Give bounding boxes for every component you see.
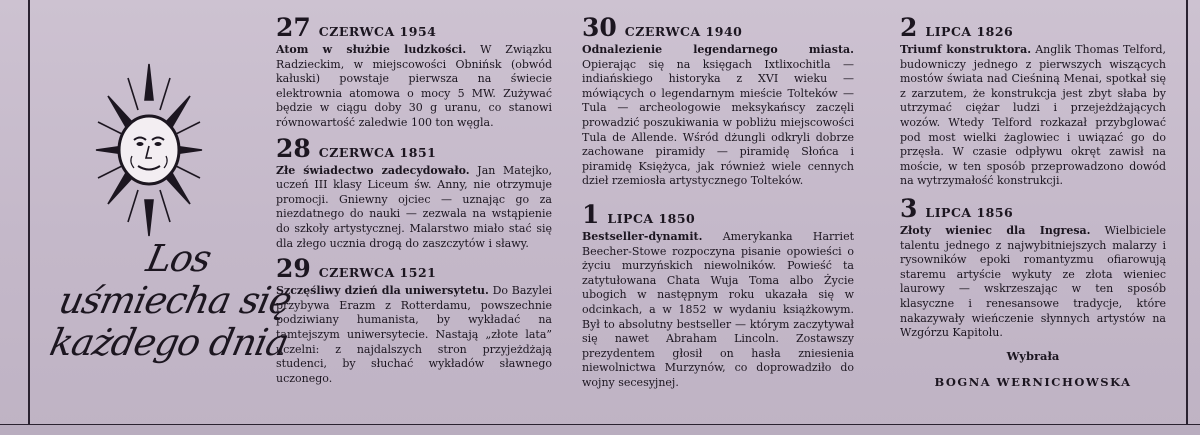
entry-month: CZERWCA 1521	[318, 265, 437, 281]
entry-28-june	[276, 133, 552, 252]
signature-label: Wybrała	[1006, 348, 1060, 363]
entry-body: W Związku Radzieckim, w miejscowości Obnińsk (obwód kałuski) powstaje pierwsza na świecie elektrownia atomowa o mocy 5 MW. Zużywać będzie w ciągu doby 30 g uranu, co stanowi równowartość zaledwie 100 ton węgla.	[276, 43, 552, 129]
entry-date	[900, 193, 1166, 223]
entry-month: CZERWCA 1851	[318, 144, 437, 160]
signature	[900, 349, 1166, 390]
entry-date	[276, 133, 552, 163]
entry-body: Jan Matejko, uczeń III klasy Liceum św. Anny, nie otrzymuje promocji. Gniewny ojciec — uznając go za niezdatnego do nauki — zezwala na wstąpienie do szkoły artystycznej. Malarstwo miało stać się dla złego ucznia drogą do zaszczytów i sławy.	[276, 163, 552, 250]
title-line: każdego dnia	[46, 321, 293, 364]
entry-day: 1	[582, 199, 600, 229]
entry-lead: Atom w służbie ludzkości.	[276, 43, 467, 56]
entry-lead: Złoty wieniec dla Ingresa.	[900, 223, 1091, 237]
text-column-1	[276, 13, 552, 392]
entry-month: LIPCA 1856	[925, 204, 1014, 220]
entry-27-june	[276, 13, 552, 131]
entry-date	[582, 13, 854, 42]
entry-month: CZERWCA 1940	[624, 24, 743, 39]
entry-2-july	[900, 13, 1166, 189]
entry-lead: Triumf konstruktora.	[900, 43, 1032, 56]
entry-lead: Odnalezienie legendarnego miasta.	[582, 43, 854, 56]
signature-name: BOGNA WERNICHOWSKA	[934, 375, 1132, 390]
entry-1-july	[582, 199, 854, 391]
title-line: uśmiecha się	[55, 279, 296, 322]
entry-day: 29	[276, 254, 311, 284]
entry-day: 2	[900, 13, 918, 42]
entry-day: 3	[900, 193, 918, 223]
entry-month: LIPCA 1850	[607, 210, 696, 226]
entry-29-june	[276, 254, 552, 386]
entry-date	[276, 13, 552, 42]
entry-date	[582, 199, 854, 229]
entry-month: CZERWCA 1954	[318, 24, 437, 39]
sun-face-icon	[94, 60, 204, 240]
entry-month: LIPCA 1826	[925, 24, 1014, 39]
entry-body: Opierając się na księgach Ixtlixochitla — indiańskiego historyka z XVI wieku — mówiących o legendarnym mieście Tolteków — Tula — archeologowie meksykańscy zaczęli prowadzić poszukiwania w pobliżu miejscowości Tula de Allende. Wśród dżungli odkryli dobrze zachowane piramidy — piramidę Słońca i piramidę Księżyca, jak również wiele cennych dzieł rzemiosła artystycznego Tolteków.	[582, 57, 854, 188]
entry-body: Do Bazylei przybywa Erazm z Rotterdamu, powszechnie podziwiany humanista, by wykładać na tamtejszym uniwersytecie. Nastają „złote lata” uczelni: z najdalszych stron przyjeżdżają studenci, by słuchać wykładów sławnego uczonego.	[276, 284, 552, 385]
entry-date	[900, 13, 1166, 42]
entry-3-july	[900, 193, 1166, 341]
title-line: Los	[142, 237, 215, 280]
entry-body: Wielbiciele talentu jednego z najwybitniejszych malarzy i rysowników epoki romantyzmu ofiarowują staremu artyście wykuty ze złota wieniec laurowy — wskrzeszając w ten sposób klasyczne i renesansowe tradycje, które nakazywały wieńczenie słynnych artystów na Wzgórzu Kapitolu.	[900, 223, 1166, 340]
entry-date	[276, 254, 552, 284]
entry-body: Anglik Thomas Telford, budowniczy jednego z pierwszych wiszących mostów świata nad Cieśniną Menai, spotkał się z zarzutem, że konstrukcja jest zbyt słaba by utrzymać ciężar ludzi i przejeżdżających wozów. Wtedy Telford rozkazał przybglować pod most wielki żaglowiec i uwiązać go do przęsła. W czasie odpływu okręt zawisł na moście, w ten sposób przeprowadzono dowód na wytrzymałość konstrukcji.	[900, 43, 1166, 188]
text-column-3	[900, 13, 1166, 402]
entry-day: 28	[276, 133, 311, 163]
entry-lead: Złe świadectwo zadecydowało.	[276, 163, 470, 177]
text-column-2	[582, 13, 854, 396]
entry-lead: Bestseller-dynamit.	[582, 229, 703, 243]
entry-30-june	[582, 13, 854, 189]
entry-body: Amerykanka Harriet Beecher-Stowe rozpoczyna pisanie opowieści o życiu murzyńskich niewolników. Powieść ta zatytułowana Chata Wuja Toma albo Życie ubogich w następnym roku ukazała się w odcinkach, a w 1852 w wydaniu książkowym. Był to absolutny bestseller — którym zaczytywał się nawet Abraham Lincoln. Zostawszy prezydentem głosił on hasła zniesienia niewolnictwa Murzynów, co doprowadziło do wojny secesyjnej.	[582, 229, 854, 389]
entry-lead: Szczęśliwy dzień dla uniwersytetu.	[276, 284, 489, 298]
entry-day: 27	[276, 13, 311, 42]
entry-day: 30	[582, 13, 617, 42]
bottom-strip	[0, 424, 1200, 435]
